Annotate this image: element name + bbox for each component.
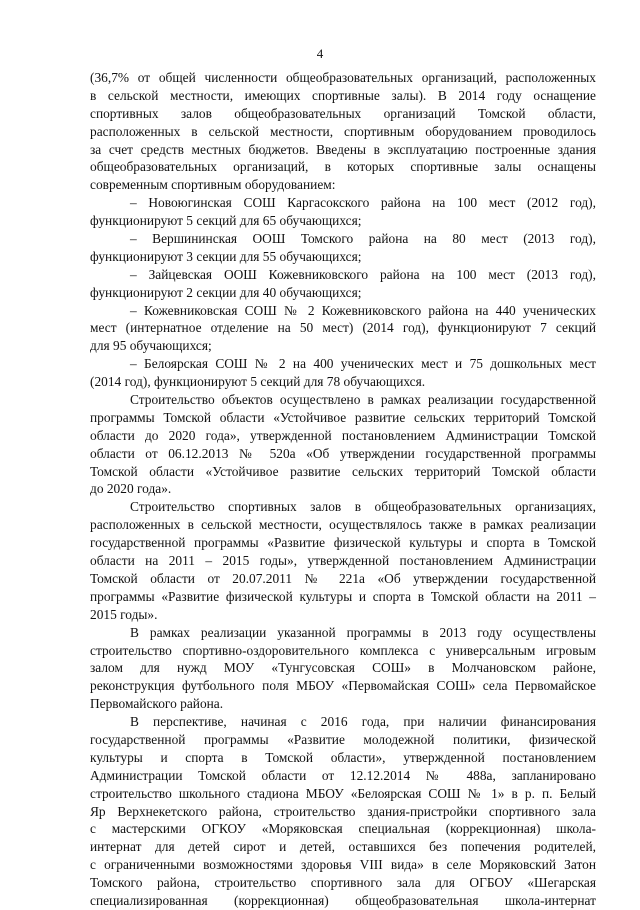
text-line: Томской области «Устойчивое развитие сельских территорий Томской области xyxy=(90,463,596,479)
text-line: Строительство спортивных залов в общеобразовательных организациях, xyxy=(130,499,596,515)
text-line: В перспективе, начиная с 2016 года, при наличии финансирования xyxy=(130,714,596,730)
text-line: функционируют 5 секций для 65 обучающихся; xyxy=(90,213,362,229)
text-line: с мастерскими ОГКОУ «Моряковская специальная (коррекционная) школа- xyxy=(90,821,596,837)
text-line: строительство школьного стадиона МБОУ «Белоярская СОШ № 1» в р. п. Белый xyxy=(90,785,596,801)
text-line: Строительство объектов осуществлено в рамках реализации государственной xyxy=(130,392,596,408)
text-line: для 95 обучающихся; xyxy=(90,338,212,354)
text-line: области до 2020 года», утвержденной постановлением Администрации Томской xyxy=(90,427,596,443)
text-line: программы Томской области «Устойчивое развитие сельских территорий Томской xyxy=(90,409,596,425)
text-line: Администрации Томской области от 12.12.2014 № 488а, запланировано xyxy=(90,767,596,783)
text-line: функционируют 3 секции для 55 обучающихся; xyxy=(90,248,362,264)
text-line: – Белоярская СОШ № 2 на 400 ученических мест и 75 дошкольных мест xyxy=(130,356,596,372)
text-line: – Кожевниковская СОШ № 2 Кожевниковского района на 440 ученических xyxy=(130,302,596,318)
text-line: строительство спортивно-оздоровительного комплекса с универсальным игровым xyxy=(90,642,596,658)
text-line: общеобразовательных организаций, в которых спортивные залы оснащены xyxy=(90,159,596,175)
text-line: спортивных залов общеобразовательных организаций Томской области, xyxy=(90,105,596,121)
text-line: – Зайцевская ООШ Кожевниковского района на 100 мест (2013 год), xyxy=(130,266,596,282)
text-line: (2014 год), функционируют 5 секций для 78 обучающихся. xyxy=(90,374,426,390)
text-line: государственной программы «Развитие физической культуры и спорта в Томской xyxy=(90,535,596,551)
text-line: расположенных в сельской местности, осуществлялось также в рамках реализации xyxy=(90,517,596,533)
text-line: 2015 годы». xyxy=(90,606,158,622)
text-line: Томской области от 20.07.2011 № 221а «Об утверждении государственной xyxy=(90,570,596,586)
text-line: программы «Развитие физической культуры и спорта в Томской области на 2011 – xyxy=(90,588,596,604)
text-line: реконструкция футбольного поля МБОУ «Первомайская СОШ» села Первомайское xyxy=(90,678,596,694)
text-line: культуры и спорта в Томской области», утвержденной постановлением xyxy=(90,749,596,765)
text-line: за счет средств местных бюджетов. Введены в эксплуатацию построенные здания xyxy=(90,141,596,157)
body-text xyxy=(90,69,596,910)
text-line: Томского района, строительство спортивного зала для ОГБОУ «Шегарская xyxy=(90,875,596,891)
text-line: В рамках реализации указанной программы в 2013 году осуществлены xyxy=(130,624,596,640)
text-line: специализированная (коррекционная) общеобразовательная школа-интернат xyxy=(90,892,596,908)
text-line: до 2020 года». xyxy=(90,481,172,497)
text-line: – Вершининская ООШ Томского района на 80 мест (2013 год), xyxy=(130,231,596,247)
page-number: 4 xyxy=(316,46,324,61)
text-line: функционируют 2 секции для 40 обучающихся; xyxy=(90,284,362,300)
text-line: современным спортивным оборудованием: xyxy=(90,177,336,193)
text-line: – Новоюгинская СОШ Каргасокского района на 100 мест (2012 год), xyxy=(130,195,596,211)
text-line: мест (интернатное отделение на 50 мест) (2014 год), функционируют 7 секций xyxy=(90,320,596,336)
text-line: Первомайского района. xyxy=(90,696,224,712)
text-line: с ограниченными возможностями здоровья VIII вида» в селе Моряковский Затон xyxy=(90,857,596,873)
text-line: области от 06.12.2013 № 520а «Об утверждении государственной программы xyxy=(90,445,596,461)
text-line: области на 2011 – 2015 годы», утвержденной постановлением Администрации xyxy=(90,553,596,569)
text-line: (36,7% от общей численности общеобразовательных организаций, расположенных xyxy=(90,70,596,85)
text-line: государственной программы «Развитие молодежной политики, физической xyxy=(90,731,596,747)
text-line: интернат для детей сирот и детей, оставшихся без попечения родителей, xyxy=(90,839,596,855)
text-line: в сельской местности, имеющих спортивные залы). В 2014 году оснащение xyxy=(90,87,596,103)
text-line: расположенных в сельской местности, спортивным оборудованием проводилось xyxy=(90,123,596,139)
text-line: залом для нужд МОУ «Тунгусовская СОШ» в Молчановском районе, xyxy=(90,660,596,676)
text-line: Яр Верхнекетского района, строительство здания-пристройки спортивного зала xyxy=(90,803,596,819)
